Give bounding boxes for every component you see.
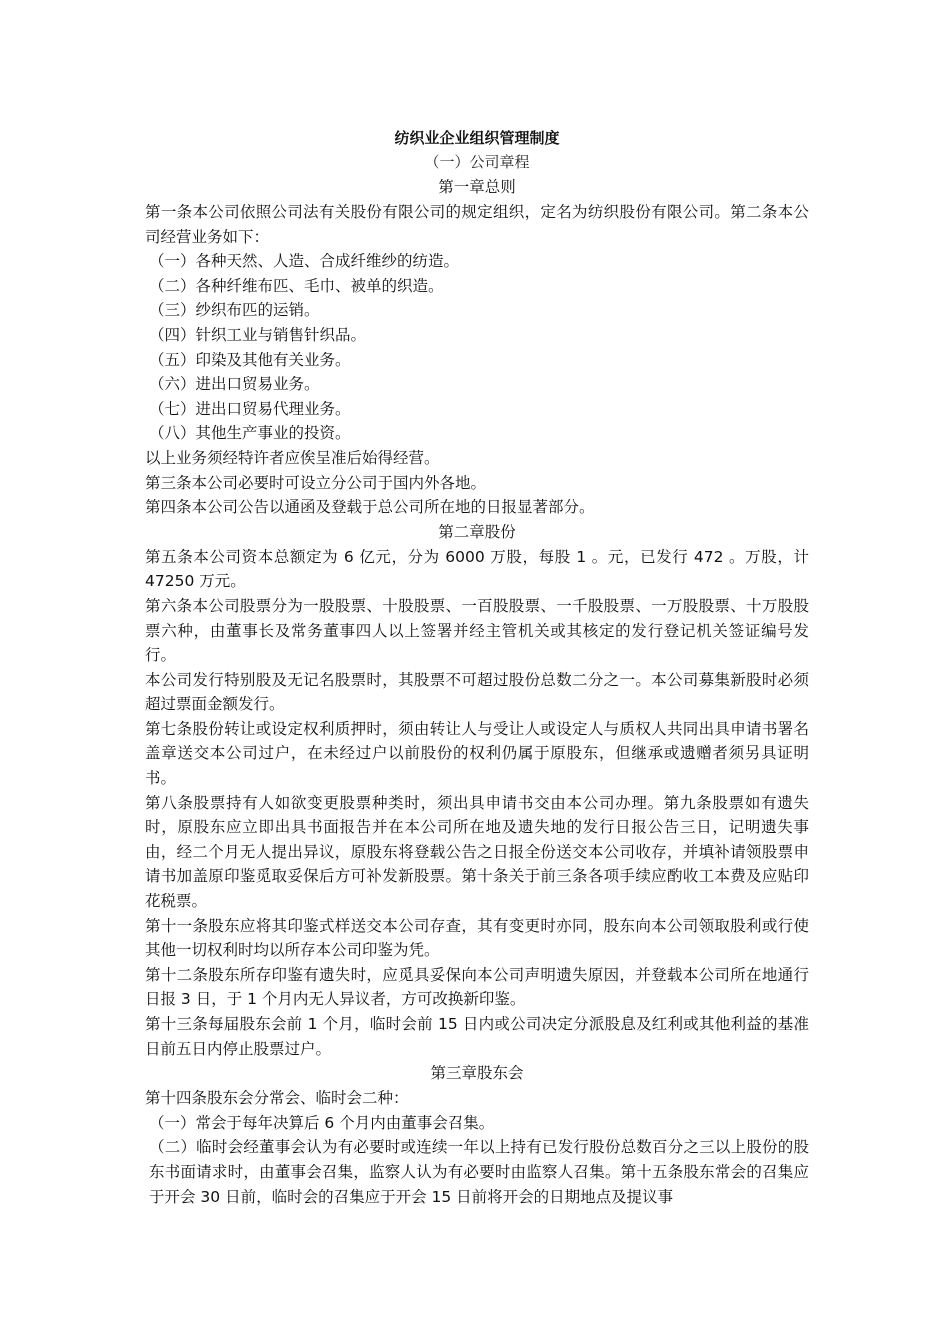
chapter-heading-1: 第一章总则 — [438, 178, 516, 196]
list-item: （一）常会于每年决算后 6 个月内由董事会召集。 — [149, 1113, 495, 1132]
paragraph: 第十四条股东会分常会、临时会二种： — [145, 1089, 409, 1108]
list-item: （六）进出口贸易业务。 — [149, 375, 320, 394]
list-item: （五）印染及其他有关业务。 — [149, 350, 351, 369]
paragraph: 第十三条每届股东会前 1 个月，临时会前 15 日内或公司决定分派股息及红利或其他利益的基准日前五日内停止股票过户。 — [145, 1015, 809, 1058]
paragraph: 第四条本公司公告以通函及登载于总公司所在地的日报显著部分。 — [145, 498, 595, 517]
paragraph: 第一条本公司依照公司法有关股份有限公司的规定组织，定名为纺织股份有限公司。第二条本公司经营业务如下： — [145, 203, 809, 246]
list-item: （一）各种天然、人造、合成纤维纱的纺造。 — [149, 252, 460, 271]
chapter-heading-3: 第三章股东会 — [430, 1064, 524, 1083]
paragraph: 第十一条股东应将其印鉴式样送交本公司存查，其有变更时亦同，股东向本公司领取股利或行使其他一切权利时均以所存本公司印鉴为凭。 — [145, 916, 809, 960]
chapter-heading-2: 第二章股份 — [438, 522, 516, 541]
list-item: （二）各种纤维布匹、毛巾、被单的织造。 — [149, 276, 444, 295]
document-subtitle: （一）公司章程 — [424, 153, 530, 171]
paragraph: 第十二条股东所存印鉴有遗失时，应觅具妥保向本公司声明遗失原因，并登载本公司所在地通行日报 3 日，于 1 个月内无人异议者，方可改换新印鉴。 — [145, 965, 809, 1009]
paragraph: 第六条本公司股票分为一股股票、十股股票、一百股股票、一千股股票、一万股股票、十万股股票六种，由董事长及常务董事四人以上签署并经主管机关或其核定的发行登记机关签证编号发行。 — [145, 596, 809, 665]
list-item: （四）针织工业与销售针织品。 — [149, 325, 367, 344]
list-item: （三）纱织布匹的运销。 — [149, 301, 320, 320]
list-item: （八）其他生产事业的投资。 — [149, 424, 351, 443]
paragraph: 第五条本公司资本总额定为 6 亿元，分为 6000 万股，每股 1 。元，已发行 472 。万股，计 47250 万元。 — [145, 547, 809, 591]
paragraph: 以上业务须经特许者应俟呈准后始得经营。 — [145, 448, 440, 467]
list-item: （七）进出口贸易代理业务。 — [149, 399, 351, 418]
paragraph: 第八条股票持有人如欲变更股票种类时，须出具申请书交由本公司办理。第九条股票如有遗失时，原股东应立即出具书面报告并在本公司所在地及遗失地的发行日报公告三日，记明遗失事由，经二个月无人提出异议，原股东将登载公告之日报全份送交本公司收存，并填补请领股票申请书加盖原印鉴觅取妥保后方可补发新股票。第十条关于前三条各项手续应酌收工本费及应贴印花税票。 — [145, 793, 809, 911]
document-title: 纺织业企业组织管理制度 — [394, 129, 560, 147]
paragraph: 本公司发行特别股及无记名股票时，其股票不可超过股份总数二分之一。本公司募集新股时必须超过票面金额发行。 — [145, 670, 809, 714]
paragraph: 第七条股份转让或设定权利质押时，须由转让人与受让人或设定人与质权人共同出具申请书署名盖章送交本公司过户，在未经过户以前股份的权利仍属于原股东，但继承或遗赠者须另具证明书。 — [145, 719, 809, 788]
list-item: （二）临时会经董事会认为有必要时或连续一年以上持有已发行股份总数百分之三以上股份的股东书面请求时，由董事会召集，监察人认为有必要时由监察人召集。第十五条股东常会的召集应于开会 30 日前，临时会的召集应于开会 15 日前将开会的日期地点及提议事 — [149, 1138, 809, 1206]
paragraph: 第三条本公司必要时可设立分公司于国内外各地。 — [145, 473, 487, 492]
document-body — [145, 126, 809, 1209]
